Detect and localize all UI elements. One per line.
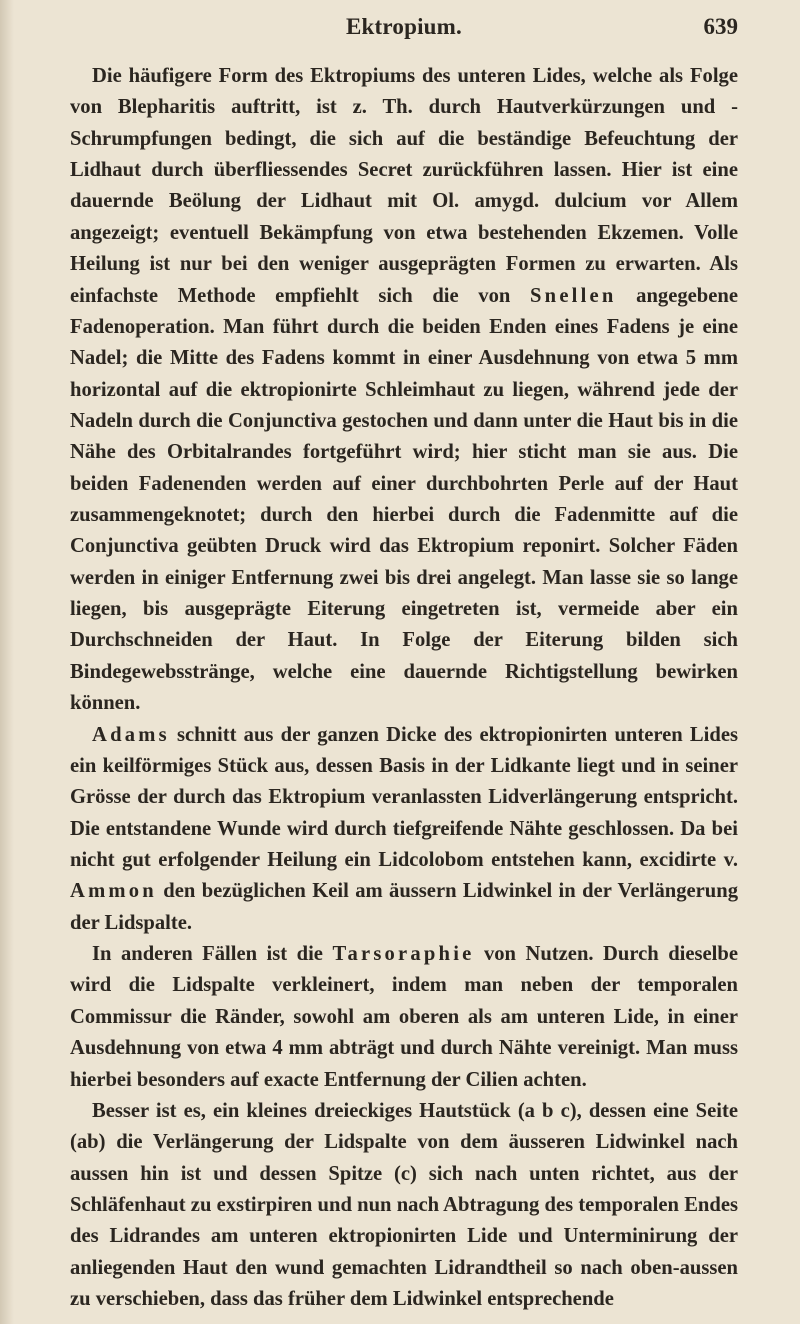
body-text bbox=[70, 61, 738, 1315]
text-segment: Besser ist es, ein kleines dreieckiges Hautstück (a b c), dessen eine Seite (ab) die Verlängerung der Lidspalte von dem äusseren Lidwinkel nach aussen hin ist und dessen Spitze (c) sich nach unten richtet, aus der Schläfenhaut zu exstirpiren und nun nach Abtragung des temporalen Endes des Lidrandes am unteren ektropionirten Lide und Unterminirung der anliegenden Haut den wund gemachten Lidrandtheil so nach oben-aussen zu verschieben, dass das früher dem Lidwinkel entsprechende bbox=[70, 1099, 738, 1311]
paragraph-snellen-operation bbox=[70, 61, 738, 720]
paragraph-adams-excision bbox=[70, 720, 738, 940]
paragraph-tarsoraphie bbox=[70, 939, 738, 1096]
text-segment: Die häufigere Form des Ektropiums des unteren Lides, welche als Folge von Blepharitis auftritt, ist z. Th. durch Hautverkürzungen und -Schrumpfungen bedingt, die sich auf die beständige Befeuchtung der Lidhaut durch überfliessendes Secret zurückführen lassen. Hier ist eine dauernde Beölung der Lidhaut mit Ol. amygd. dulcium vor Allem angezeigt; eventuell Bekämpfung von etwa bestehenden Ekzemen. Volle Heilung ist nur bei den weniger ausgeprägten Formen zu erwarten. Als einfachste Methode empfiehlt sich die von bbox=[70, 65, 738, 307]
text-segment: von Nutzen. Durch dieselbe wird die Lidspalte verkleinert, indem man neben der temporalen Commissur die Ränder, sowohl am oberen als am unteren Lide, in einer Ausdehnung von etwa 4 mm abträgt und durch Nähte vereinigt. Man muss hierbei besonders auf exacte Entfernung der Cilien achten. bbox=[70, 943, 738, 1091]
page-number: 639 bbox=[703, 14, 738, 39]
page-header bbox=[70, 14, 738, 48]
author-name-snellen: Snellen bbox=[530, 284, 617, 307]
text-segment: angegebene Fadenoperation. Man führt durch die beiden Enden eines Fadens je eine Nadel; die Mitte des Fadens kommt in einer Ausdehnung von etwa 5 mm horizontal auf die ektropionirte Schleimhaut zu liegen, während jede der Nadeln durch die Conjunctiva gestochen und dann unter die Haut bis in die Nähe des Orbitalrandes fortgeführt wird; hier sticht man sie aus. Die beiden Fadenenden werden auf einer durchbohrten Perle auf der Haut zusammengeknotet; durch den hierbei durch die Fadenmitte auf die Conjunctiva geübten Druck wird das Ektropium reponirt. Solcher Fäden werden in einiger Entfernung zwei bis drei angelegt. Man lasse sie so lange liegen, bis ausgeprägte Eiterung eingetreten ist, vermeide aber ein Durchschneiden der Haut. In Folge der Eiterung bilden sich Bindegewebsstränge, welche eine dauernde Richtigstellung bewirken können. bbox=[70, 284, 738, 715]
author-name-adams: Adams bbox=[92, 723, 170, 746]
author-name-ammon: Ammon bbox=[70, 880, 157, 903]
text-segment: den bezüglichen Keil am äussern Lidwinkel in der Verlängerung der Lidspalte. bbox=[70, 880, 738, 934]
text-segment: schnitt aus der ganzen Dicke des ektropionirten unteren Lides ein keilförmiges Stück aus, dessen Basis in der Lidkante liegt und in seiner Grösse der durch das Ektropium veranlassten Lidverlängerung entspricht. Die entstandene Wunde wird durch tiefgreifende Nähte geschlossen. Da bei nicht gut erfolgender Heilung ein Lidcolobom entstehen kann, excidirte v. bbox=[70, 723, 738, 871]
text-segment: In anderen Fällen ist die bbox=[92, 943, 333, 966]
paragraph-skin-triangle bbox=[70, 1096, 738, 1316]
binding-shadow bbox=[0, 0, 14, 1324]
term-tarsoraphie: Tarsoraphie bbox=[332, 943, 475, 966]
running-title: Ektropium. bbox=[346, 14, 462, 39]
